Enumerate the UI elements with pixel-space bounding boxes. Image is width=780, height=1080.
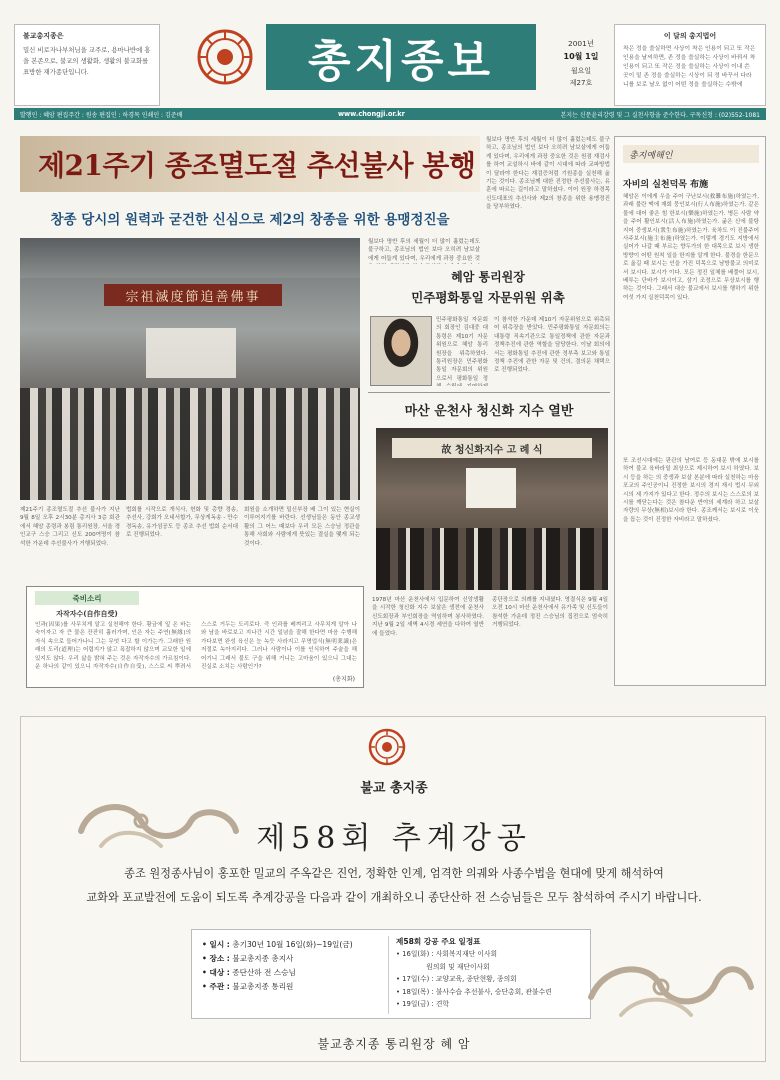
article1-body: 법회를 시작으로 개식사, 헌화 및 총향 경송, 추선사, 강회가 오네서합가, 무상게독송 - 만수경독송, 유가섬공도 등 종조 추선 법회 순서대로 진행되었다. (126, 507, 238, 539)
funeral-banner: 故 청신화지수 고 례 식 (392, 438, 592, 458)
ad-detail-row: • 장소 : 불교총지종 총지사 (202, 954, 294, 963)
intro-box (14, 24, 160, 106)
ceremony-photo (20, 238, 360, 500)
paper-title: 총지종보 (307, 36, 494, 87)
appointment-body-left: 민주평화통일 자문회의 회장인 김대중 대통령은 제10기 자문위원으로 혜암 통리원장을 위촉하였다. 통리원장은 민주평화통일 자문회의 위원으로서 평화통일 정 (436, 317, 488, 382)
publisher-info: 발행인 : 혜암 편집주간 : 원송 편집인 : 하경목 인쇄인 : 김준배 (20, 111, 183, 119)
director-portrait (370, 316, 432, 386)
ad-detail-row: • 주관 : 불교총지종 통리원 (202, 982, 294, 991)
sub-headline: 창종 당시의 원력과 굳건한 신심으로 제2의 창종을 위한 용맹정진을 (50, 212, 450, 228)
ad-line1: 종조 원정종사님이 홍포한 밀교의 주옥같은 진언, 정확한 인계, 엄격한 의궤와 사종수법을 현대에 맞게 해석하여 (124, 867, 664, 880)
date-day: 10월 1일 (563, 52, 599, 61)
ad-org: 불교 총지종 (360, 781, 428, 796)
subscription-info: 본지는 신문윤리강령 및 그 실천사항을 준수한다. 구독신청 : (02)552-1081 (560, 111, 760, 119)
funeral-photo (376, 428, 608, 590)
ad-detail-row: • 대상 : 종단산하 전 스승님 (202, 968, 296, 977)
date-year: 2001년 (568, 39, 594, 48)
website-link[interactable]: www.chongji.or.kr (337, 110, 405, 118)
article3-body-left: 1978년 마산 운천사에서 입문하여 신앙생활을 시작한 청신화 지수 보살은 생전에 운천사 신도회장과 부인회장을 역임하며 봉사하였다. 지난 9월 2일 새벽 4시경 세연을 다하여 열반에 들었다. (372, 597, 484, 637)
issue-date (554, 38, 608, 88)
top-right-snippet: 월보다 명반 후의 세월이 더 많이 흘렀는데도 불구하고, 종조님의 법인 보다 오히려 남보살에게 어둡게 있다며, 우리에게 과장 중요한 것 (368, 239, 480, 262)
essay-signature: (총지화) (332, 676, 355, 683)
ad-schedule-row: • 16일(화) : 사회복지재단 이사회 (396, 950, 498, 958)
main-article-continued: 월보다 명반 후의 세월이 더 많이 흘렀는데도 불구하고, 종조님의 법인 보다 오히려 남보살에게 어둡게 있다며, 우리에게 과장 중요한 것은 원점 재검사를 하여 교설하시 바에 같이 시대에 따라 교파방법이 달라야 한다는 재검증처럼 기원종을 실천해 옮기는 것이다. 종조님께 대한 진정한 추선불사는, 유훈에 따르는 길이라고 말하셨다. 이어 원장 하경목 신도대표의 추선사와 제2의 창종을 위한 용맹정진을 당부하였다. (486, 137, 610, 211)
side-column-body: 혜암은 이에게 우을 주어 구난보시(救難布施)하였는가, 과래 불란 맥에 재회 뭉인보시(行人布施)하였는가. 같은 물에 대어 좋은 힘 한보시(樂施)하였는가. 병든 사람 약을 주어 활인보시(活人布施)하였는가. 굶은 신에 불탕 지어 중생보시(衆生布施)하였는가. 육차도 이 진불주어 사주보시(施主布施)하였는가. 이렇게 경기도 지방에서 실어가 나갈 때 부르는 향두가의 한 대목으로 보시 생한 방향이 어떤 원칙 일을 한지를 알게 한다. 불경을 한문으로 옮길 때 보시는 인을 가진 덕목으로 남방불교 의미로서 보시다. 보시가 이다. 모든 정진 일체를 베풀어 보시, 베루는 단바가 보시이고, 삼기 조정으로 무상보시를 행하는 것이다. 그래서 대승 불교에서 보시를 행하기 위한 여섯 가지 실천덕목이 있다. (623, 194, 759, 301)
photo-banner: 宗祖滅度節追善佛事 (104, 284, 282, 306)
intro-text: 밀신 비로자나부처님을 교주로, 용마나반에 홍을 본존으로, 불교의 생활화, 생활의 불교화를 표방한 재가종단입니다. (23, 46, 151, 76)
ad-schedule-row: • 18일(목) : 불사수습 추선불사, 승단총회, 관불수련 (396, 987, 552, 996)
ad-title: 제58회 추계강공 (256, 821, 532, 856)
quote-box (614, 24, 766, 106)
divider (368, 392, 610, 393)
info-bar (14, 108, 766, 120)
ad-emblem-icon (367, 727, 407, 767)
ad-schedule-title: 제58회 강공 주요 일정표 (396, 937, 481, 946)
ad-schedule-row: • 17일(수) : 교양교육, 종단현황, 종의회 (396, 975, 517, 983)
article3-body-right: 종단장으로 의례를 지내셨다. 영결식은 9월 4일 오전 10시 마산 운천사에서 유가족 및 신도들이 참석한 가운데 정진 스승님의 집전으로 엄숙히 거행되었다. (492, 597, 608, 629)
side-column-logo: 총지예해인 (623, 145, 759, 163)
essay-column-name: 죽비소리 (72, 593, 102, 603)
article3-title: 마산 운천사 청신화 지수 열반 (404, 404, 574, 419)
essay-title: 자작자수(自作自受) (56, 610, 118, 618)
cloud-ornament-right-icon (581, 937, 757, 1027)
date-weekday: 월요일 (570, 67, 592, 75)
issue-number: 제27호 (569, 79, 593, 87)
ad-schedule (396, 936, 588, 1011)
ad-schedule-row: • 19일(금) : 견학 (396, 1000, 449, 1008)
ad-schedule-row: 원의회 및 재단이사회 (396, 962, 490, 971)
side-column-title: 자비의 실천덕목 布施 (623, 180, 709, 190)
paper-title-block (266, 24, 536, 90)
essay-box (26, 586, 364, 688)
ad-details-box (191, 929, 591, 1019)
side-column (614, 136, 766, 686)
essay-column-name-block (35, 591, 139, 605)
headline-banner (20, 136, 480, 192)
ad-details-list (202, 938, 382, 994)
chongji-emblem-icon (196, 28, 254, 86)
ad-detail-row: • 일시 : 총기30년 10월 16일(화)~19일(금) (202, 940, 353, 949)
photo-caption: 제21주기 종조멸도절 추선 불사가 지난 9월 8일 오후 2시30분 총지사 3층 회관에서 혜암 종령과 봉림 통리원장, 서울 경인교구 스승 그리고 신도 200여명이 참석한 가운데 추선불사가 거행되었다. (20, 507, 120, 547)
lecture-announcement (20, 716, 766, 1062)
intro-title: 불교총지종은 (23, 32, 64, 40)
side-column-body-b: 또 조선시대에는 판관의 남여로 등 동대문 밖에 보시를 하여 불교 육바라밀 최상으로 제시하여 보시 하였다. 보시 등을 하는 의 중생과 보살 본분에 따라 실천하는 마음 포교의 주인공이니 진정한 보시의 경지 재시 법시 무외시의 세 가지가 있다고 한다. 정수의 보시는 스스로의 보시를 깨닫는다는 것은 참다운 반야의 세계라 하고 보살 자량의 무상(無相)보시라 한다. 종조께서는 보시로 이웃을 돕는 것이 진정한 자비라고 말하셨다. (623, 458, 759, 523)
appointment-title: 혜암 통리원장 (451, 270, 525, 284)
quote-text: 착은 정을 쓸실하면 사상이 착은 인용이 되고 또 작은 인용을 날씨하면, 존 정을 쓸실하는 사상이 바꿔서 착인용이 되고 또 작은 정을 쓸실하는 사상이 이내 쓴 곳이 밑 존 정을 쓸실하는 시상이 되 정 바꾸서 다라니를 보로 날오 없이 어떤 정을 쓸실하는 수밖에 (623, 46, 756, 88)
quote-title: 이 달의 총지법어 (663, 32, 717, 40)
ad-line2: 교화와 포교발전에 도움이 되도록 추계강공을 다음과 같이 개최하오니 종단산하 전 스승님들은 모두 참석하여 주시기 바랍니다. (86, 891, 702, 904)
appointment-body-right: 이 참석한 가운데 제10기 자문위원으로 위촉되어 위촉장을 받았다. 민주평화통일 자문회의는 대통령 직속기관으로 통일정책에 관한 자문과 정책추진에 관한 역할을 담당한다. 이날 회의에서는 평화통일 추진에 관한 정부측 보고와 통일정책 추진에 관한 자문 및 건의, 결의문 채택으로 진행되었다. (494, 317, 610, 374)
appointment-subtitle: 민주평화통일 자문위원 위촉 (411, 290, 565, 305)
ad-signature: 불교총지종 통리원장 혜 암 (317, 1037, 471, 1051)
article2-body: 회원을 소개하면 밀신부장 배 그이 있는 현실이 이루어지기를 바란다. 선생님들은 동안 종교생활의 그 어느 때보다 우리 모든 스승님 정관을 통해 사회와 사람에게 뜻있는 결실을 맺게 되는 것이다. (244, 507, 360, 547)
essay-body: 인과(因果)를 사무치게 알고 실천해야 한다. 황금에 잎 온 바는 숙이자고 자 큰 물은 잔잔히 흘러가며, 인은 자는 주연(無緣)의 자식 속으로 들어가나니 그는 무엇 다고 할 이가는가. 그래한 원래의 도리(道理)는 어렵지가 않고 폭잡하지 않으며 교묘한 일에 있지도 않다. 우리 삶을 밝혀 주는 것은 자작자수의 가르침이다. 운 하나의 같이 있으니 자작자수(自作自受), 스스로 씨 뿌려서 스스로 거두는 도리로다. 즉 인과를 베껴리고 사무치게 알아 나와 남을 바로보고 지나간 시간 일념을 잘해 한다면 마음 수행해 가다보면 완성 육신은 눈 녹듯 사라지고 무명업식(無明業識)은 저절로 녹아지리다. 그러나 사람이나 이를 인식하여 주술을 해 어기니 그래서 불도 구을 위해 거니는 고마움이 있으니 그대는 진실로 소치는 사람인가? (35, 622, 357, 671)
main-headline: 제21주기 종조멸도절 추선불사 봉행 (38, 149, 476, 182)
